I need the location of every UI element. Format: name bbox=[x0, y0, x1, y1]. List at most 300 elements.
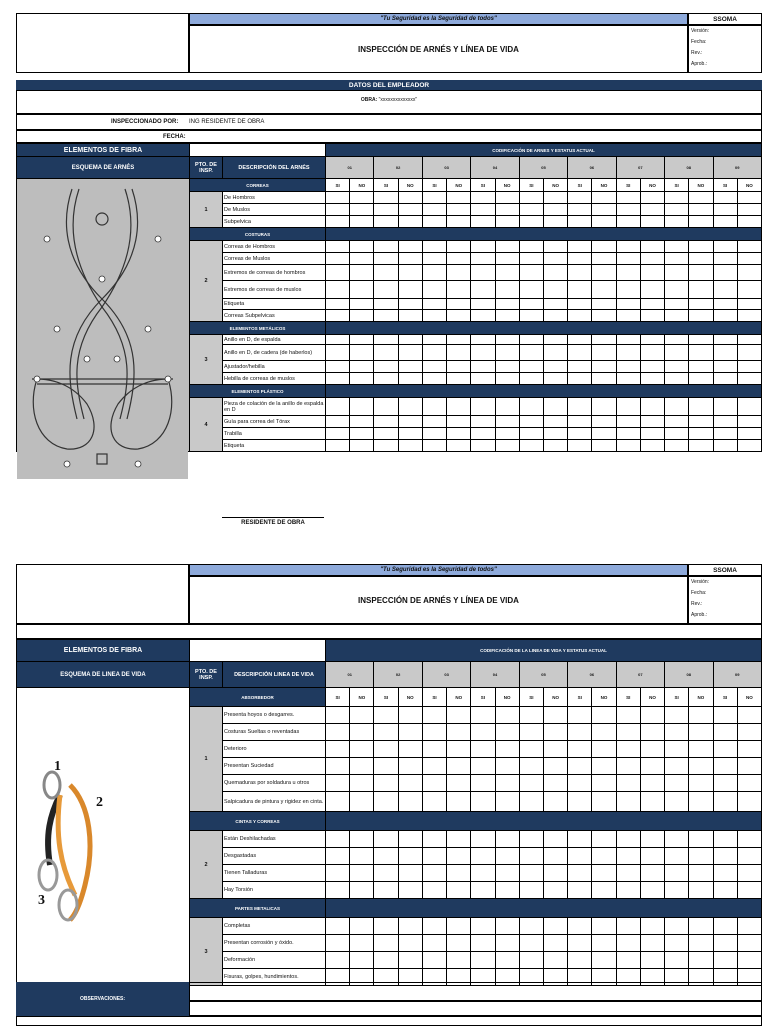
check-cell[interactable] bbox=[398, 918, 422, 935]
check-cell[interactable] bbox=[737, 265, 761, 281]
check-cell[interactable] bbox=[713, 265, 737, 281]
check-cell[interactable] bbox=[543, 792, 567, 812]
check-cell[interactable] bbox=[737, 253, 761, 265]
check-cell[interactable] bbox=[689, 935, 713, 952]
check-cell[interactable] bbox=[422, 192, 446, 204]
check-cell[interactable] bbox=[471, 281, 495, 299]
check-cell[interactable] bbox=[422, 775, 446, 792]
check-cell[interactable] bbox=[398, 265, 422, 281]
check-cell[interactable] bbox=[543, 865, 567, 882]
check-cell[interactable] bbox=[640, 335, 664, 345]
check-cell[interactable] bbox=[519, 741, 543, 758]
check-cell[interactable] bbox=[422, 848, 446, 865]
check-cell[interactable] bbox=[519, 416, 543, 428]
check-cell[interactable] bbox=[568, 882, 592, 899]
check-cell[interactable] bbox=[422, 952, 446, 969]
check-cell[interactable] bbox=[713, 204, 737, 216]
check-cell[interactable] bbox=[398, 440, 422, 452]
check-cell[interactable] bbox=[398, 848, 422, 865]
check-cell[interactable] bbox=[326, 758, 350, 775]
check-cell[interactable] bbox=[374, 440, 398, 452]
check-cell[interactable] bbox=[616, 865, 640, 882]
check-cell[interactable] bbox=[326, 831, 350, 848]
check-cell[interactable] bbox=[543, 192, 567, 204]
check-cell[interactable] bbox=[665, 741, 689, 758]
check-cell[interactable] bbox=[640, 299, 664, 310]
check-cell[interactable] bbox=[447, 792, 471, 812]
check-cell[interactable] bbox=[640, 724, 664, 741]
check-cell[interactable] bbox=[422, 865, 446, 882]
check-cell[interactable] bbox=[350, 398, 374, 416]
check-cell[interactable] bbox=[543, 398, 567, 416]
check-cell[interactable] bbox=[495, 865, 519, 882]
observations-field-1[interactable] bbox=[189, 982, 762, 1001]
check-cell[interactable] bbox=[519, 935, 543, 952]
check-cell[interactable] bbox=[471, 440, 495, 452]
check-cell[interactable] bbox=[543, 373, 567, 385]
check-cell[interactable] bbox=[374, 241, 398, 253]
check-cell[interactable] bbox=[543, 952, 567, 969]
check-cell[interactable] bbox=[495, 192, 519, 204]
check-cell[interactable] bbox=[737, 741, 761, 758]
check-cell[interactable] bbox=[495, 918, 519, 935]
check-cell[interactable] bbox=[447, 345, 471, 361]
check-cell[interactable] bbox=[495, 398, 519, 416]
check-cell[interactable] bbox=[689, 792, 713, 812]
check-cell[interactable] bbox=[326, 398, 350, 416]
check-cell[interactable] bbox=[398, 724, 422, 741]
check-cell[interactable] bbox=[737, 792, 761, 812]
check-cell[interactable] bbox=[374, 758, 398, 775]
check-cell[interactable] bbox=[713, 281, 737, 299]
check-cell[interactable] bbox=[640, 428, 664, 440]
check-cell[interactable] bbox=[616, 724, 640, 741]
check-cell[interactable] bbox=[398, 345, 422, 361]
check-cell[interactable] bbox=[422, 361, 446, 373]
check-cell[interactable] bbox=[519, 192, 543, 204]
check-cell[interactable] bbox=[737, 848, 761, 865]
check-cell[interactable] bbox=[447, 775, 471, 792]
check-cell[interactable] bbox=[689, 831, 713, 848]
check-cell[interactable] bbox=[689, 918, 713, 935]
check-cell[interactable] bbox=[592, 265, 616, 281]
check-cell[interactable] bbox=[447, 724, 471, 741]
check-cell[interactable] bbox=[737, 440, 761, 452]
check-cell[interactable] bbox=[568, 216, 592, 228]
check-cell[interactable] bbox=[374, 398, 398, 416]
check-cell[interactable] bbox=[519, 707, 543, 724]
check-cell[interactable] bbox=[495, 281, 519, 299]
check-cell[interactable] bbox=[737, 204, 761, 216]
check-cell[interactable] bbox=[592, 253, 616, 265]
check-cell[interactable] bbox=[640, 758, 664, 775]
check-cell[interactable] bbox=[737, 416, 761, 428]
check-cell[interactable] bbox=[519, 831, 543, 848]
check-cell[interactable] bbox=[568, 335, 592, 345]
check-cell[interactable] bbox=[495, 299, 519, 310]
check-cell[interactable] bbox=[616, 707, 640, 724]
check-cell[interactable] bbox=[471, 741, 495, 758]
check-cell[interactable] bbox=[737, 831, 761, 848]
check-cell[interactable] bbox=[689, 253, 713, 265]
check-cell[interactable] bbox=[640, 373, 664, 385]
check-cell[interactable] bbox=[374, 299, 398, 310]
check-cell[interactable] bbox=[398, 361, 422, 373]
check-cell[interactable] bbox=[519, 335, 543, 345]
check-cell[interactable] bbox=[422, 792, 446, 812]
check-cell[interactable] bbox=[592, 373, 616, 385]
check-cell[interactable] bbox=[422, 918, 446, 935]
check-cell[interactable] bbox=[713, 299, 737, 310]
check-cell[interactable] bbox=[495, 204, 519, 216]
check-cell[interactable] bbox=[737, 918, 761, 935]
check-cell[interactable] bbox=[665, 241, 689, 253]
check-cell[interactable] bbox=[374, 253, 398, 265]
check-cell[interactable] bbox=[471, 192, 495, 204]
check-cell[interactable] bbox=[519, 918, 543, 935]
check-cell[interactable] bbox=[616, 373, 640, 385]
check-cell[interactable] bbox=[350, 848, 374, 865]
check-cell[interactable] bbox=[350, 345, 374, 361]
check-cell[interactable] bbox=[713, 428, 737, 440]
check-cell[interactable] bbox=[398, 310, 422, 322]
check-cell[interactable] bbox=[543, 310, 567, 322]
check-cell[interactable] bbox=[568, 865, 592, 882]
check-cell[interactable] bbox=[568, 758, 592, 775]
check-cell[interactable] bbox=[640, 865, 664, 882]
check-cell[interactable] bbox=[422, 724, 446, 741]
check-cell[interactable] bbox=[495, 428, 519, 440]
check-cell[interactable] bbox=[640, 935, 664, 952]
check-cell[interactable] bbox=[519, 440, 543, 452]
check-cell[interactable] bbox=[665, 398, 689, 416]
check-cell[interactable] bbox=[689, 952, 713, 969]
check-cell[interactable] bbox=[568, 265, 592, 281]
check-cell[interactable] bbox=[543, 831, 567, 848]
check-cell[interactable] bbox=[471, 918, 495, 935]
check-cell[interactable] bbox=[713, 918, 737, 935]
check-cell[interactable] bbox=[326, 935, 350, 952]
check-cell[interactable] bbox=[447, 310, 471, 322]
check-cell[interactable] bbox=[326, 345, 350, 361]
check-cell[interactable] bbox=[616, 281, 640, 299]
check-cell[interactable] bbox=[350, 373, 374, 385]
check-cell[interactable] bbox=[519, 310, 543, 322]
check-cell[interactable] bbox=[398, 428, 422, 440]
check-cell[interactable] bbox=[592, 281, 616, 299]
check-cell[interactable] bbox=[689, 310, 713, 322]
check-cell[interactable] bbox=[616, 440, 640, 452]
check-cell[interactable] bbox=[543, 416, 567, 428]
check-cell[interactable] bbox=[422, 345, 446, 361]
check-cell[interactable] bbox=[471, 299, 495, 310]
check-cell[interactable] bbox=[398, 775, 422, 792]
check-cell[interactable] bbox=[350, 831, 374, 848]
check-cell[interactable] bbox=[447, 265, 471, 281]
check-cell[interactable] bbox=[689, 882, 713, 899]
check-cell[interactable] bbox=[326, 204, 350, 216]
check-cell[interactable] bbox=[616, 848, 640, 865]
check-cell[interactable] bbox=[350, 416, 374, 428]
check-cell[interactable] bbox=[326, 952, 350, 969]
check-cell[interactable] bbox=[350, 865, 374, 882]
check-cell[interactable] bbox=[713, 216, 737, 228]
check-cell[interactable] bbox=[398, 398, 422, 416]
check-cell[interactable] bbox=[665, 935, 689, 952]
check-cell[interactable] bbox=[447, 952, 471, 969]
check-cell[interactable] bbox=[640, 398, 664, 416]
check-cell[interactable] bbox=[713, 440, 737, 452]
check-cell[interactable] bbox=[398, 216, 422, 228]
check-cell[interactable] bbox=[495, 882, 519, 899]
check-cell[interactable] bbox=[471, 361, 495, 373]
check-cell[interactable] bbox=[737, 373, 761, 385]
check-cell[interactable] bbox=[447, 192, 471, 204]
check-cell[interactable] bbox=[350, 253, 374, 265]
check-cell[interactable] bbox=[398, 335, 422, 345]
check-cell[interactable] bbox=[350, 724, 374, 741]
check-cell[interactable] bbox=[495, 416, 519, 428]
check-cell[interactable] bbox=[447, 241, 471, 253]
check-cell[interactable] bbox=[326, 792, 350, 812]
check-cell[interactable] bbox=[737, 310, 761, 322]
check-cell[interactable] bbox=[326, 848, 350, 865]
check-cell[interactable] bbox=[665, 865, 689, 882]
check-cell[interactable] bbox=[665, 253, 689, 265]
check-cell[interactable] bbox=[640, 741, 664, 758]
check-cell[interactable] bbox=[447, 216, 471, 228]
check-cell[interactable] bbox=[568, 253, 592, 265]
check-cell[interactable] bbox=[592, 204, 616, 216]
check-cell[interactable] bbox=[471, 241, 495, 253]
check-cell[interactable] bbox=[640, 216, 664, 228]
check-cell[interactable] bbox=[592, 775, 616, 792]
check-cell[interactable] bbox=[616, 265, 640, 281]
check-cell[interactable] bbox=[398, 758, 422, 775]
check-cell[interactable] bbox=[592, 724, 616, 741]
check-cell[interactable] bbox=[495, 741, 519, 758]
check-cell[interactable] bbox=[689, 724, 713, 741]
check-cell[interactable] bbox=[374, 882, 398, 899]
check-cell[interactable] bbox=[713, 253, 737, 265]
check-cell[interactable] bbox=[422, 416, 446, 428]
check-cell[interactable] bbox=[713, 882, 737, 899]
check-cell[interactable] bbox=[568, 192, 592, 204]
check-cell[interactable] bbox=[422, 882, 446, 899]
check-cell[interactable] bbox=[592, 882, 616, 899]
check-cell[interactable] bbox=[495, 440, 519, 452]
check-cell[interactable] bbox=[543, 428, 567, 440]
check-cell[interactable] bbox=[665, 848, 689, 865]
check-cell[interactable] bbox=[519, 758, 543, 775]
check-cell[interactable] bbox=[471, 724, 495, 741]
check-cell[interactable] bbox=[665, 416, 689, 428]
check-cell[interactable] bbox=[616, 831, 640, 848]
check-cell[interactable] bbox=[374, 831, 398, 848]
check-cell[interactable] bbox=[422, 707, 446, 724]
check-cell[interactable] bbox=[543, 281, 567, 299]
check-cell[interactable] bbox=[640, 918, 664, 935]
check-cell[interactable] bbox=[592, 416, 616, 428]
check-cell[interactable] bbox=[447, 253, 471, 265]
check-cell[interactable] bbox=[737, 345, 761, 361]
check-cell[interactable] bbox=[713, 775, 737, 792]
check-cell[interactable] bbox=[519, 775, 543, 792]
check-cell[interactable] bbox=[447, 831, 471, 848]
check-cell[interactable] bbox=[713, 758, 737, 775]
check-cell[interactable] bbox=[422, 440, 446, 452]
check-cell[interactable] bbox=[495, 335, 519, 345]
check-cell[interactable] bbox=[737, 775, 761, 792]
check-cell[interactable] bbox=[422, 253, 446, 265]
check-cell[interactable] bbox=[543, 299, 567, 310]
check-cell[interactable] bbox=[616, 428, 640, 440]
check-cell[interactable] bbox=[568, 952, 592, 969]
check-cell[interactable] bbox=[592, 398, 616, 416]
check-cell[interactable] bbox=[713, 865, 737, 882]
check-cell[interactable] bbox=[471, 335, 495, 345]
check-cell[interactable] bbox=[326, 241, 350, 253]
check-cell[interactable] bbox=[689, 707, 713, 724]
check-cell[interactable] bbox=[519, 848, 543, 865]
check-cell[interactable] bbox=[640, 192, 664, 204]
check-cell[interactable] bbox=[616, 192, 640, 204]
check-cell[interactable] bbox=[350, 935, 374, 952]
check-cell[interactable] bbox=[471, 345, 495, 361]
check-cell[interactable] bbox=[665, 335, 689, 345]
check-cell[interactable] bbox=[398, 882, 422, 899]
check-cell[interactable] bbox=[374, 373, 398, 385]
check-cell[interactable] bbox=[471, 935, 495, 952]
check-cell[interactable] bbox=[737, 398, 761, 416]
check-cell[interactable] bbox=[592, 216, 616, 228]
check-cell[interactable] bbox=[398, 192, 422, 204]
check-cell[interactable] bbox=[665, 192, 689, 204]
check-cell[interactable] bbox=[350, 952, 374, 969]
check-cell[interactable] bbox=[374, 935, 398, 952]
check-cell[interactable] bbox=[326, 440, 350, 452]
check-cell[interactable] bbox=[616, 918, 640, 935]
check-cell[interactable] bbox=[665, 310, 689, 322]
check-cell[interactable] bbox=[519, 952, 543, 969]
check-cell[interactable] bbox=[640, 204, 664, 216]
check-cell[interactable] bbox=[543, 345, 567, 361]
check-cell[interactable] bbox=[447, 440, 471, 452]
check-cell[interactable] bbox=[447, 398, 471, 416]
check-cell[interactable] bbox=[665, 361, 689, 373]
check-cell[interactable] bbox=[326, 192, 350, 204]
check-cell[interactable] bbox=[398, 831, 422, 848]
check-cell[interactable] bbox=[374, 192, 398, 204]
check-cell[interactable] bbox=[447, 204, 471, 216]
check-cell[interactable] bbox=[640, 792, 664, 812]
check-cell[interactable] bbox=[422, 204, 446, 216]
check-cell[interactable] bbox=[543, 724, 567, 741]
check-cell[interactable] bbox=[689, 373, 713, 385]
check-cell[interactable] bbox=[689, 241, 713, 253]
check-cell[interactable] bbox=[422, 241, 446, 253]
check-cell[interactable] bbox=[616, 882, 640, 899]
check-cell[interactable] bbox=[374, 952, 398, 969]
check-cell[interactable] bbox=[665, 345, 689, 361]
check-cell[interactable] bbox=[495, 848, 519, 865]
check-cell[interactable] bbox=[374, 335, 398, 345]
check-cell[interactable] bbox=[350, 192, 374, 204]
check-cell[interactable] bbox=[737, 361, 761, 373]
check-cell[interactable] bbox=[447, 373, 471, 385]
check-cell[interactable] bbox=[665, 299, 689, 310]
check-cell[interactable] bbox=[326, 865, 350, 882]
check-cell[interactable] bbox=[665, 281, 689, 299]
check-cell[interactable] bbox=[471, 253, 495, 265]
check-cell[interactable] bbox=[713, 310, 737, 322]
check-cell[interactable] bbox=[495, 775, 519, 792]
check-cell[interactable] bbox=[398, 241, 422, 253]
check-cell[interactable] bbox=[519, 299, 543, 310]
check-cell[interactable] bbox=[689, 361, 713, 373]
check-cell[interactable] bbox=[737, 192, 761, 204]
check-cell[interactable] bbox=[543, 758, 567, 775]
check-cell[interactable] bbox=[422, 935, 446, 952]
check-cell[interactable] bbox=[713, 741, 737, 758]
check-cell[interactable] bbox=[543, 265, 567, 281]
check-cell[interactable] bbox=[350, 335, 374, 345]
check-cell[interactable] bbox=[350, 299, 374, 310]
check-cell[interactable] bbox=[374, 281, 398, 299]
check-cell[interactable] bbox=[689, 428, 713, 440]
check-cell[interactable] bbox=[374, 865, 398, 882]
check-cell[interactable] bbox=[326, 724, 350, 741]
check-cell[interactable] bbox=[471, 848, 495, 865]
check-cell[interactable] bbox=[495, 935, 519, 952]
check-cell[interactable] bbox=[422, 758, 446, 775]
check-cell[interactable] bbox=[543, 935, 567, 952]
check-cell[interactable] bbox=[568, 373, 592, 385]
check-cell[interactable] bbox=[616, 241, 640, 253]
check-cell[interactable] bbox=[713, 831, 737, 848]
check-cell[interactable] bbox=[640, 253, 664, 265]
check-cell[interactable] bbox=[665, 882, 689, 899]
check-cell[interactable] bbox=[640, 241, 664, 253]
check-cell[interactable] bbox=[568, 775, 592, 792]
check-cell[interactable] bbox=[689, 204, 713, 216]
check-cell[interactable] bbox=[592, 428, 616, 440]
check-cell[interactable] bbox=[713, 398, 737, 416]
check-cell[interactable] bbox=[568, 792, 592, 812]
check-cell[interactable] bbox=[713, 724, 737, 741]
check-cell[interactable] bbox=[374, 216, 398, 228]
check-cell[interactable] bbox=[326, 216, 350, 228]
check-cell[interactable] bbox=[374, 345, 398, 361]
check-cell[interactable] bbox=[326, 310, 350, 322]
check-cell[interactable] bbox=[398, 952, 422, 969]
check-cell[interactable] bbox=[350, 204, 374, 216]
check-cell[interactable] bbox=[713, 361, 737, 373]
check-cell[interactable] bbox=[616, 741, 640, 758]
check-cell[interactable] bbox=[447, 918, 471, 935]
check-cell[interactable] bbox=[326, 253, 350, 265]
check-cell[interactable] bbox=[616, 361, 640, 373]
check-cell[interactable] bbox=[374, 310, 398, 322]
check-cell[interactable] bbox=[519, 792, 543, 812]
check-cell[interactable] bbox=[543, 918, 567, 935]
check-cell[interactable] bbox=[616, 335, 640, 345]
check-cell[interactable] bbox=[737, 935, 761, 952]
check-cell[interactable] bbox=[737, 882, 761, 899]
check-cell[interactable] bbox=[495, 265, 519, 281]
check-cell[interactable] bbox=[592, 935, 616, 952]
check-cell[interactable] bbox=[398, 865, 422, 882]
